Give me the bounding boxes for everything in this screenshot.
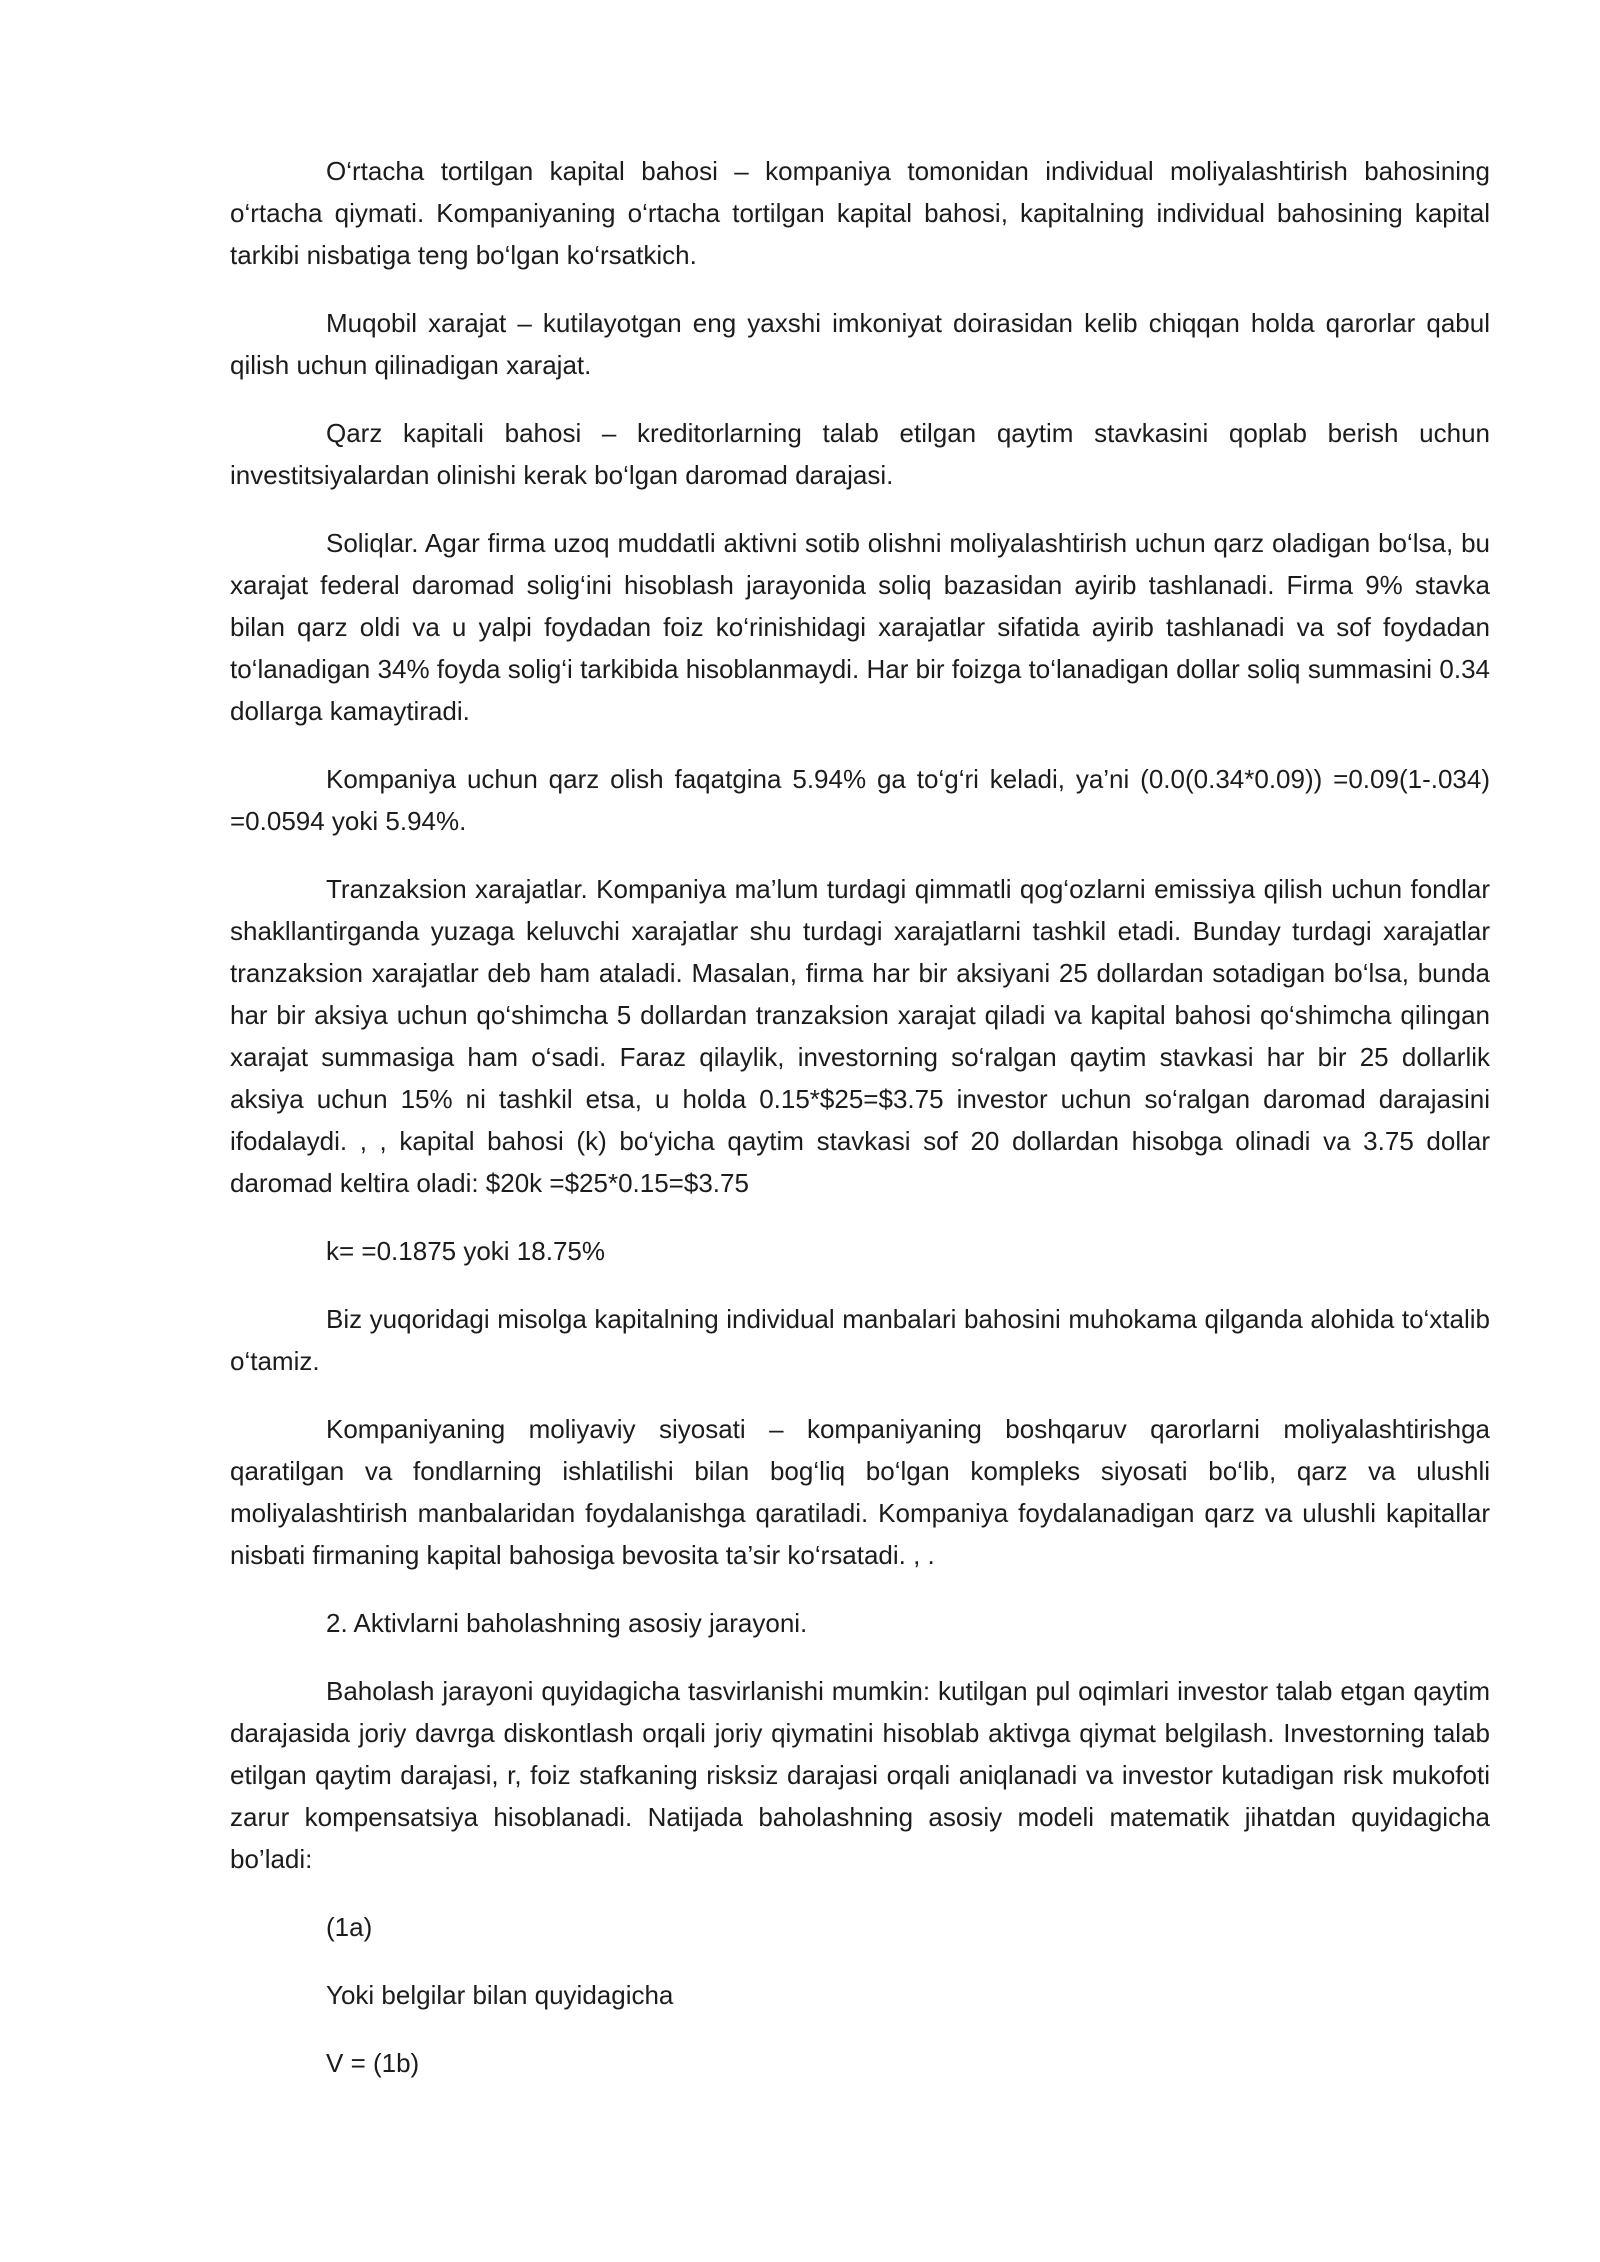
paragraph-symbols-intro: Yoki belgilar bilan quyidagicha: [326, 1980, 674, 2010]
paragraph-debt-rate-calculation: Kompaniya uchun qarz olish faqatgina 5.94% ga to‘g‘ri keladi, ya’ni (0.0(0.34*0.09)) =0.09(1-.034) =0.0594 yoki 5.94%.: [230, 764, 1490, 836]
paragraph-opportunity-cost: Muqobil xarajat – kutilayotgan eng yaxshi imkoniyat doirasidan kelib chiqqan holda qarorlar qabul qilish uchun qilinadigan xarajat.: [230, 308, 1490, 380]
section-heading-asset-valuation: 2. Aktivlarni baholashning asosiy jarayoni.: [326, 1608, 808, 1638]
equation-k: k= =0.1875 yoki 18.75%: [326, 1236, 605, 1266]
paragraph-transaction-costs: Tranzaksion xarajatlar. Kompaniya ma’lum turdagi qimmatli qog‘ozlarni emissiya qilish uchun fondlar shakllantirganda yuzaga keluvchi xarajatlar shu turdagi xarajatlarni tashkil etadi. Bunday turdagi xarajatlar tranzaksion xarajatlar deb ham ataladi. Masalan, firma har bir aksiyani 25 dollardan sotadigan bo‘lsa, bunda har bir aksiya uchun qo‘shimcha 5 dollardan tranzaksion xarajat qiladi va kapital bahosi qo‘shimcha qilingan xarajat summasiga ham o‘sadi. Faraz qilaylik, investorning so‘ralgan qaytim stavkasi har bir 25 dollarlik aksiya uchun 15% ni tashkil etsa, u holda 0.15*$25=$3.75 investor uchun so‘ralgan daromad darajasini ifodalaydi. , , kapital bahosi (k) bo‘yicha qaytim stavkasi sof 20 dollardan hisobga olinadi va 3.75 dollar daromad keltira oladi: $20k =$25*0.15=$3.75: [230, 874, 1490, 1198]
paragraph-individual-sources: Biz yuqoridagi misolga kapitalning individual manbalari bahosini muhokama qilganda alohida to‘xtalib o‘tamiz.: [230, 1304, 1490, 1376]
paragraph-valuation-process: Baholash jarayoni quyidagicha tasvirlanishi mumkin: kutilgan pul oqimlari investor talab etgan qaytim darajasida joriy davrga diskontlash orqali joriy qiymatini hisoblab aktivga qiymat belgilash. Investorning talab etilgan qaytim darajasi, r, foiz stafkaning risksiz darajasi orqali aniqlanadi va investor kutadigan risk mukofoti zarur kompensatsiya hisoblanadi. Natijada baholashning asosiy modeli matematik jihatdan quyidagicha bo’ladi:: [230, 1676, 1490, 1874]
paragraph-taxes: Soliqlar. Agar firma uzoq muddatli aktivni sotib olishni moliyalashtirish uchun qarz oladigan bo‘lsa, bu xarajat federal daromad solig‘ini hisoblash jarayonida soliq bazasidan ayirib tashlanadi. Firma 9% stavka bilan qarz oldi va u yalpi foydadan foiz ko‘rinishidagi xarajatlar sifatida ayirib tashlanadi va sof foydadan to‘lanadigan 34% foyda solig‘i tarkibida hisoblanmaydi. Har bir foizga to‘lanadigan dollar soliq summasini 0.34 dollarga kamaytiradi.: [230, 528, 1490, 726]
equation-label-1a: (1a): [326, 1912, 373, 1942]
document-body: [230, 150, 1490, 2110]
equation-label-1b: V = (1b): [326, 2048, 420, 2078]
paragraph-debt-capital-cost: Qarz kapitali bahosi – kreditorlarning talab etilgan qaytim stavkasini qoplab berish uchun investitsiyalardan olinishi kerak bo‘lgan daromad darajasi.: [230, 418, 1490, 490]
paragraph-weighted-capital-cost: O‘rtacha tortilgan kapital bahosi – kompaniya tomonidan individual moliyalashtirish bahosining o‘rtacha qiymati. Kompaniyaning o‘rtacha tortilgan kapital bahosi, kapitalning individual bahosining kapital tarkibi nisbatiga teng bo‘lgan ko‘rsatkich.: [230, 156, 1490, 270]
paragraph-financial-policy: Kompaniyaning moliyaviy siyosati – kompaniyaning boshqaruv qarorlarni moliyalashtirishga qaratilgan va fondlarning ishlatilishi bilan bog‘liq bo‘lgan kompleks siyosati bo‘lib, qarz va ulushli moliyalashtirish manbalaridan foydalanishga qaratiladi. Kompaniya foydalanadigan qarz va ulushli kapitallar nisbati firmaning kapital bahosiga bevosita ta’sir ko‘rsatadi. , .: [230, 1414, 1490, 1570]
